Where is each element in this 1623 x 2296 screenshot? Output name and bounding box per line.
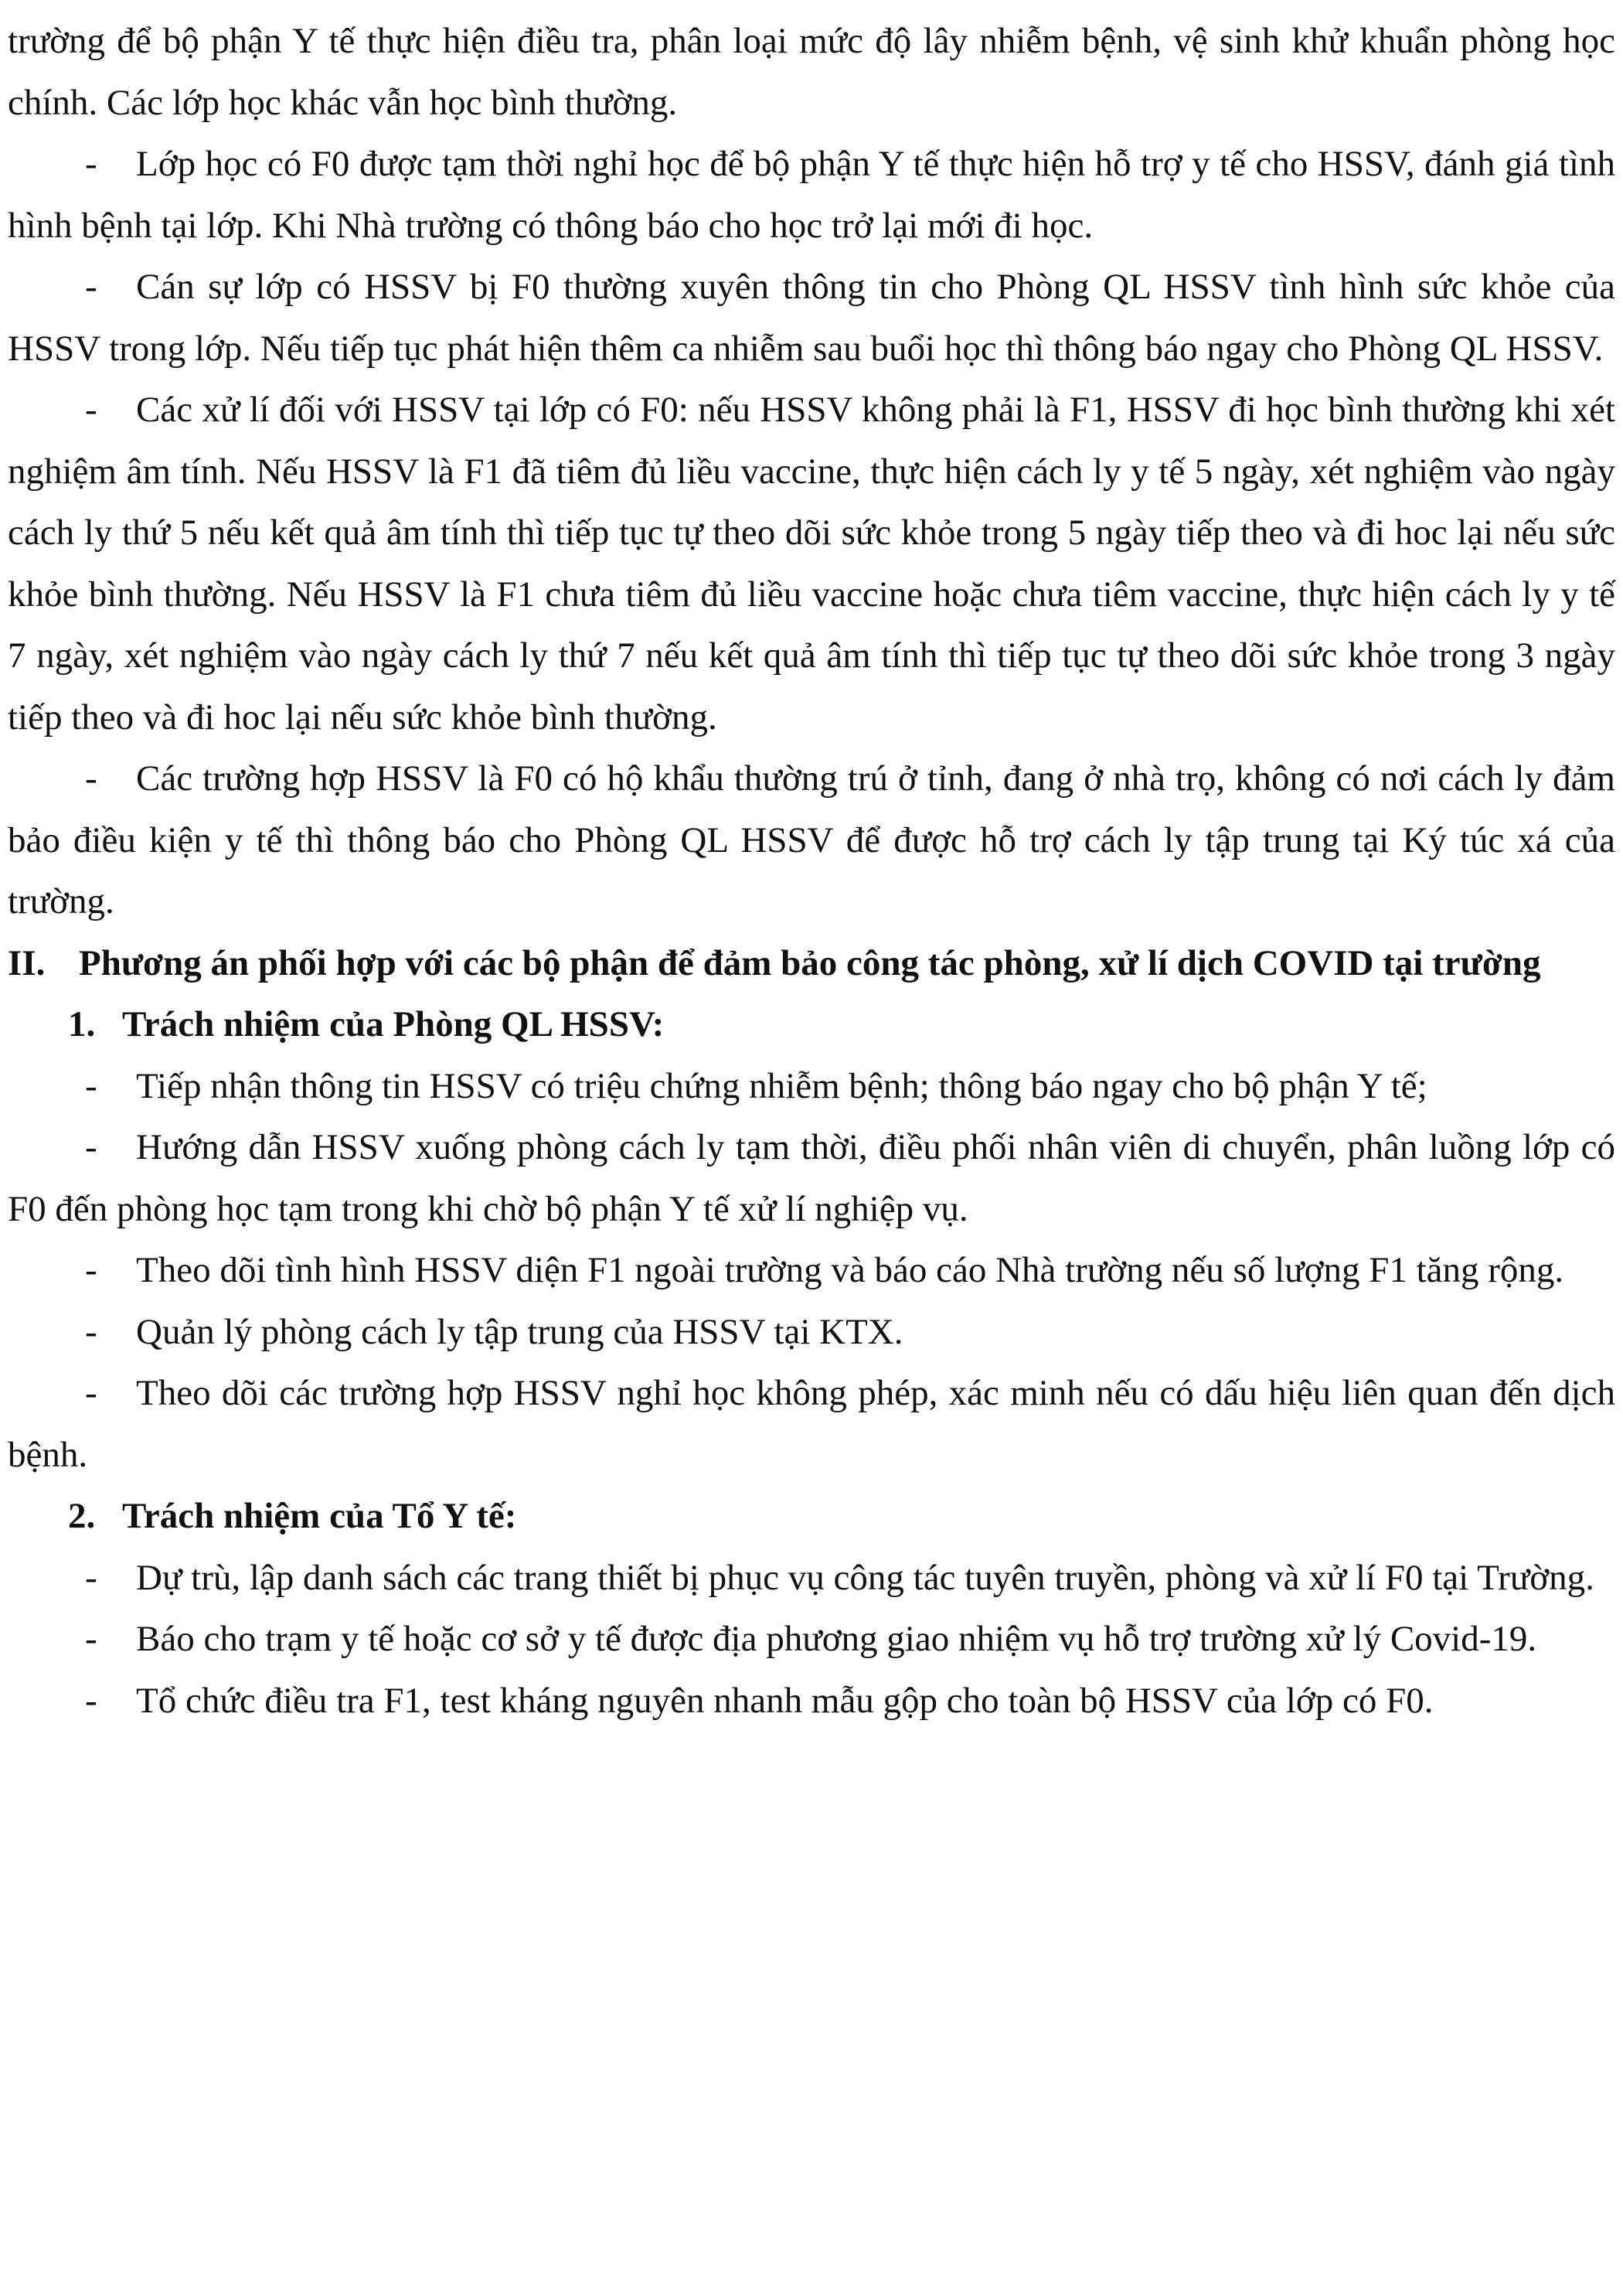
- bullet-paragraph: [8, 257, 1615, 380]
- bullet-dash: -: [85, 267, 97, 307]
- subsection-title: Trách nhiệm của Tổ Y tế:: [122, 1496, 517, 1536]
- bullet-text: Lớp học có F0 được tạm thời nghỉ học để bộ phận Y tế thực hiện hỗ trợ y tế cho HSSV, đánh giá tình hình bệnh tại lớp. Khi Nhà trường có thông báo cho học trở lại mới đi học.: [8, 144, 1615, 246]
- bullet-dash: -: [85, 144, 97, 184]
- bullet-text: Dự trù, lập danh sách các trang thiết bị phục vụ công tác tuyên truyền, phòng và xử lí F0 tại Trường.: [136, 1557, 1594, 1598]
- bullet-text: Tổ chức điều tra F1, test kháng nguyên nhanh mẫu gộp cho toàn bộ HSSV của lớp có F0.: [136, 1680, 1434, 1721]
- bullet-paragraph: [8, 1240, 1615, 1302]
- bullet-dash: -: [85, 1680, 97, 1721]
- bullet-dash: -: [85, 1557, 97, 1598]
- bullet-dash: -: [85, 1619, 97, 1659]
- bullet-paragraph: [8, 134, 1615, 257]
- bullet-paragraph: [8, 1363, 1615, 1486]
- bullet-text: Theo dõi các trường hợp HSSV nghỉ học không phép, xác minh nếu có dấu hiệu liên quan đến dịch bệnh.: [8, 1373, 1615, 1475]
- bullet-paragraph: [8, 1302, 1615, 1364]
- section-number: II.: [8, 942, 46, 983]
- bullet-text: Quản lý phòng cách ly tập trung của HSSV tại KTX.: [136, 1311, 903, 1352]
- bullet-dash: -: [85, 1373, 97, 1413]
- bullet-dash: -: [85, 1311, 97, 1352]
- bullet-paragraph: [8, 1548, 1615, 1610]
- bullet-paragraph: [8, 380, 1615, 748]
- bullet-dash: -: [85, 758, 97, 799]
- section-heading: [8, 933, 1615, 995]
- subsection-number: 2.: [68, 1496, 96, 1536]
- bullet-paragraph: [8, 1117, 1615, 1240]
- subsection-title: Trách nhiệm của Phòng QL HSSV:: [122, 1004, 665, 1044]
- bullet-dash: -: [85, 1250, 97, 1290]
- bullet-dash: -: [85, 1065, 97, 1106]
- bullet-paragraph: [8, 1056, 1615, 1118]
- bullet-dash: -: [85, 1127, 97, 1167]
- bullet-text: Các xử lí đối với HSSV tại lớp có F0: nếu HSSV không phải là F1, HSSV đi học bình thường khi xét nghiệm âm tính. Nếu HSSV là F1 đã tiêm đủ liều vaccine, thực hiện cách ly y tế 5 ngày, xét nghiệm vào ngày cách ly thứ 5 nếu kết quả âm tính thì tiếp tục tự theo dõi sức khỏe trong 5 ngày tiếp theo và đi hoc lại nếu sức khỏe bình thường. Nếu HSSV là F1 chưa tiêm đủ liều vaccine hoặc chưa tiêm vaccine, thực hiện cách ly y tế 7 ngày, xét nghiệm vào ngày cách ly thứ 7 nếu kết quả âm tính thì tiếp tục tự theo dõi sức khỏe trong 3 ngày tiếp theo và đi hoc lại nếu sức khỏe bình thường.: [8, 390, 1615, 738]
- bullet-text: Báo cho trạm y tế hoặc cơ sở y tế được địa phương giao nhiệm vụ hỗ trợ trường xử lý Covid-19.: [136, 1619, 1537, 1659]
- bullet-paragraph: [8, 748, 1615, 933]
- bullet-text: Các trường hợp HSSV là F0 có hộ khẩu thường trú ở tỉnh, đang ở nhà trọ, không có nơi cách ly đảm bảo điều kiện y tế thì thông báo cho Phòng QL HSSV để được hỗ trợ cách ly tập trung tại Ký túc xá của trường.: [8, 758, 1615, 921]
- bullet-paragraph: [8, 1609, 1615, 1671]
- bullet-text: Theo dõi tình hình HSSV diện F1 ngoài trường và báo cáo Nhà trường nếu số lượng F1 tăng rộng.: [136, 1250, 1564, 1290]
- bullet-text: Hướng dẫn HSSV xuống phòng cách ly tạm thời, điều phối nhân viên di chuyển, phân luồng lớp có F0 đến phòng học tạm trong khi chờ bộ phận Y tế xử lí nghiệp vụ.: [8, 1127, 1615, 1229]
- section-title: Phương án phối hợp với các bộ phận để đảm bảo công tác phòng, xử lí dịch COVID tại trường: [79, 942, 1541, 983]
- subsection-heading: [8, 1486, 1615, 1548]
- bullet-text: Tiếp nhận thông tin HSSV có triệu chứng nhiễm bệnh; thông báo ngay cho bộ phận Y tế;: [136, 1065, 1427, 1106]
- bullet-dash: -: [85, 390, 97, 430]
- subsection-heading: [8, 994, 1615, 1056]
- bullet-text: Cán sự lớp có HSSV bị F0 thường xuyên thông tin cho Phòng QL HSSV tình hình sức khỏe của HSSV trong lớp. Nếu tiếp tục phát hiện thêm ca nhiễm sau buổi học thì thông báo ngay cho Phòng QL HSSV.: [8, 267, 1615, 369]
- subsection-number: 1.: [68, 1004, 96, 1044]
- paragraph-continuation: trường để bộ phận Y tế thực hiện điều tra, phân loại mức độ lây nhiễm bệnh, vệ sinh khử khuẩn phòng học chính. Các lớp học khác vẫn học bình thường.: [8, 21, 1615, 123]
- bullet-paragraph: [8, 1671, 1615, 1732]
